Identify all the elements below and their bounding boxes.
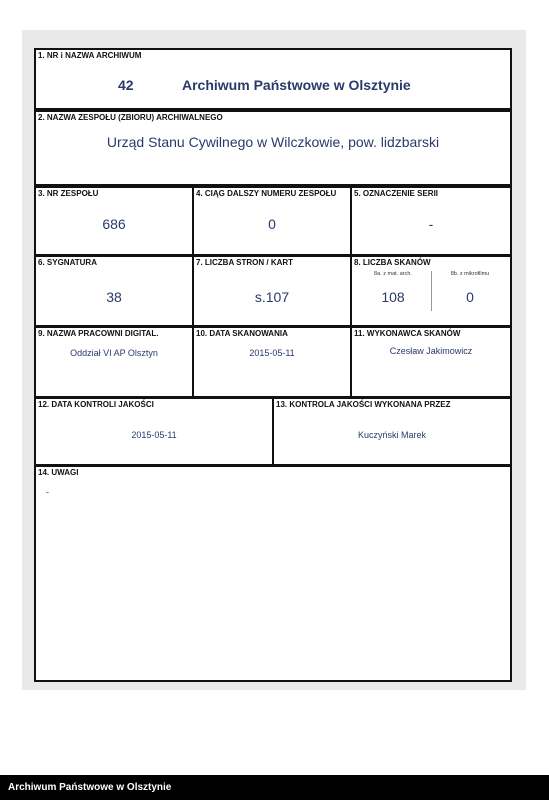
qc-operator-label: 13. KONTROLA JAKOŚCI WYKONANA PRZEZ [276, 400, 451, 409]
scans-label: 8. LICZBA SKANÓW [354, 258, 431, 267]
series-value: - [428, 216, 434, 232]
pages-label: 7. LICZBA STRON / KART [196, 258, 294, 267]
pages-cell [192, 255, 352, 327]
notes-value: - [46, 487, 49, 497]
scans-divider [431, 271, 432, 311]
scans-cell [350, 255, 512, 327]
signature-value: 38 [106, 289, 122, 305]
series-label: 5. OZNACZENIE SERII [354, 189, 439, 198]
pages-value: s.107 [254, 289, 290, 305]
qc-date-cell [34, 397, 274, 466]
workshop-cell [34, 326, 194, 398]
workshop-label: 9. NAZWA PRACOWNI DIGITAL. [38, 329, 159, 338]
footer-bar [0, 775, 549, 800]
collection-number-cell [34, 186, 194, 256]
footer-archive-name: Archiwum Państwowe w Olsztynie [8, 782, 172, 793]
scan-date-cell [192, 326, 352, 398]
collection-number-value: 686 [102, 216, 126, 232]
archive-form-sheet [22, 30, 526, 690]
scan-operator-label: 11. WYKONAWCA SKANÓW [354, 329, 461, 338]
scans-from-microfilm-label: 8b. z mikrofilmu [450, 271, 490, 277]
scan-date-value: 2015-05-11 [249, 348, 295, 358]
qc-date-label: 12. DATA KONTROLI JAKOŚCI [38, 400, 154, 409]
collection-name-label: 2. NAZWA ZESPOŁU (ZBIORU) ARCHIWALNEGO [38, 113, 223, 122]
series-cell [350, 186, 512, 256]
archive-label: 1. NR i NAZWA ARCHIWUM [38, 51, 142, 60]
number-continuation-label: 4. CIĄG DALSZY NUMERU ZESPOŁU [196, 189, 337, 198]
signature-label: 6. SYGNATURA [38, 258, 97, 267]
scans-from-microfilm-value: 0 [466, 289, 474, 305]
collection-name-value: Urząd Stanu Cywilnego w Wilczkowie, pow. lidzbarski [106, 134, 440, 150]
scan-operator-value: Czesław Jakimowicz [389, 346, 473, 356]
scans-from-archive-label: 8a. z mat. arch. [374, 271, 412, 277]
collection-name-cell [34, 110, 512, 186]
number-continuation-value: 0 [268, 216, 276, 232]
notes-label: 14. UWAGI [38, 468, 79, 477]
signature-cell [34, 255, 194, 327]
scan-operator-cell [350, 326, 512, 398]
workshop-value: Oddział VI AP Olsztyn [70, 348, 158, 358]
collection-number-label: 3. NR ZESPOŁU [38, 189, 99, 198]
scan-date-label: 10. DATA SKANOWANIA [196, 329, 288, 338]
qc-date-value: 2015-05-11 [131, 430, 177, 440]
notes-cell [34, 465, 512, 682]
archive-number: 42 [118, 77, 134, 93]
number-continuation-cell [192, 186, 352, 256]
archive-cell [34, 48, 512, 110]
qc-operator-value: Kuczyński Marek [357, 430, 427, 440]
scans-from-archive-value: 108 [381, 289, 405, 305]
archive-name: Archiwum Państwowe w Olsztynie [182, 77, 411, 93]
qc-operator-cell [272, 397, 512, 466]
